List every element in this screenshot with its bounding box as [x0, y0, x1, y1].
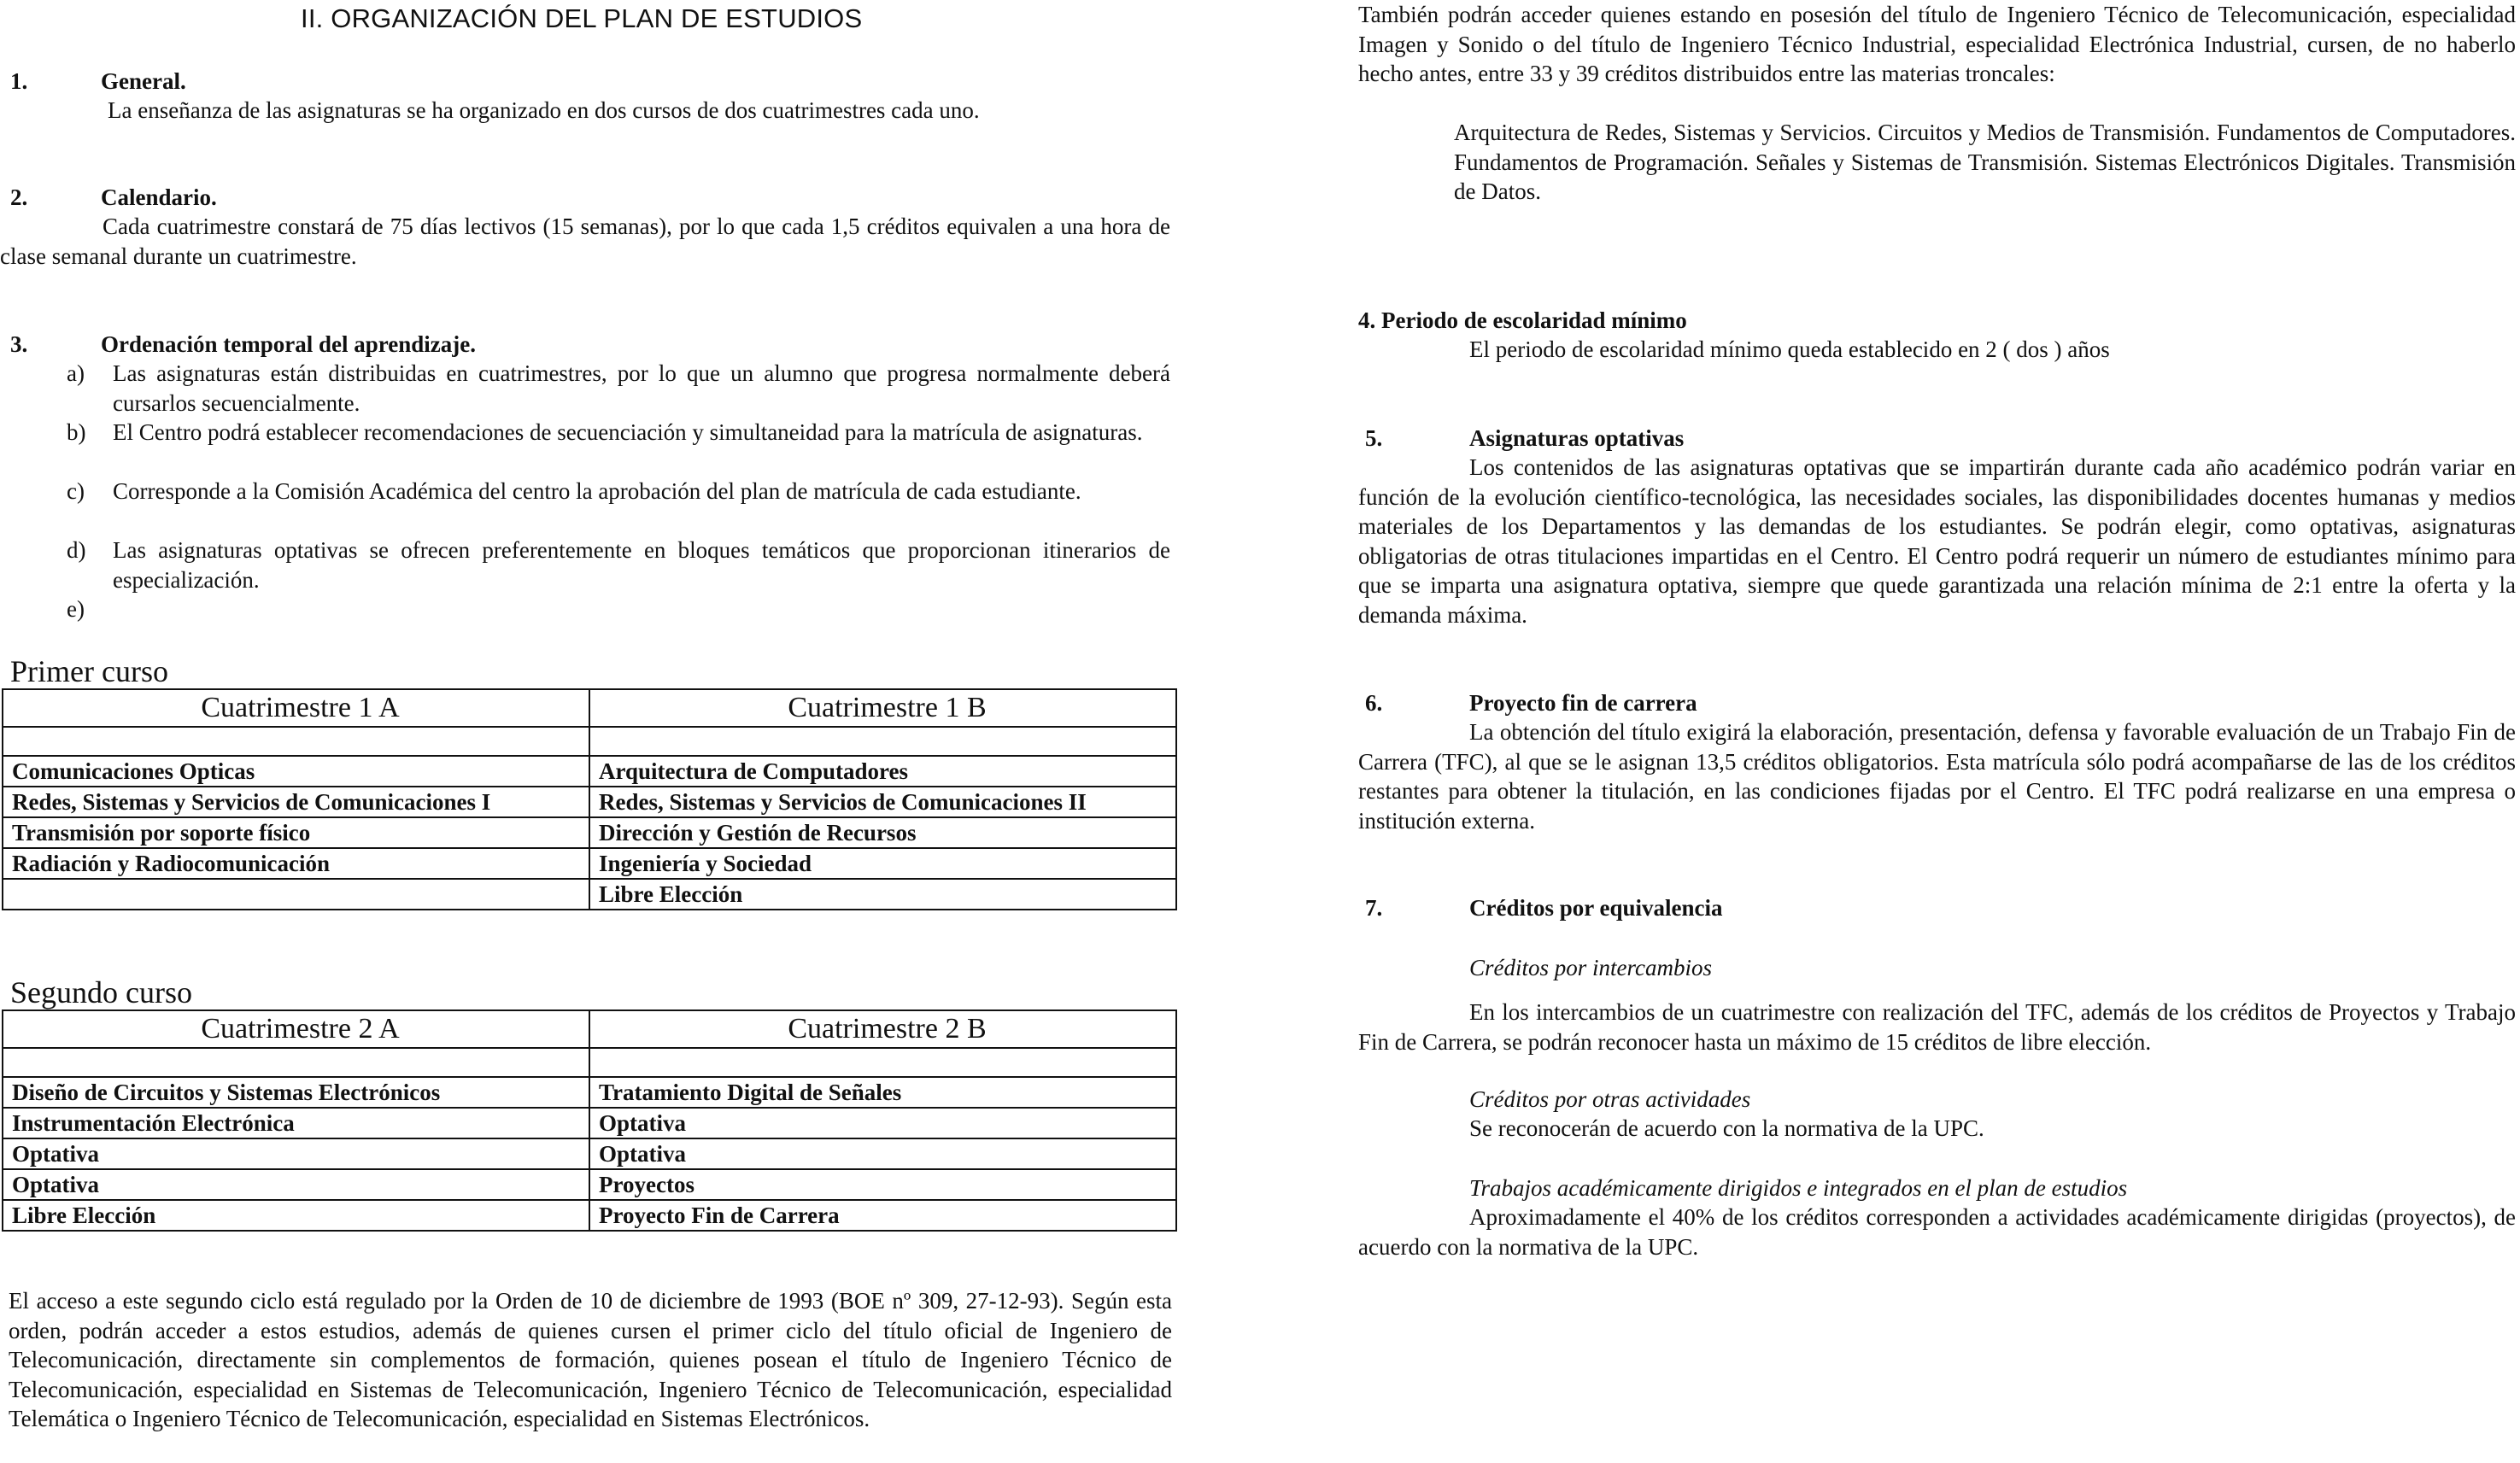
segundo-curso-label: Segundo curso [10, 975, 192, 1009]
table-cell: Radiación y Radiocomunicación [3, 848, 589, 879]
section-heading: Ordenación temporal del aprendizaje. [101, 331, 476, 357]
segundo-curso-table [2, 1009, 1177, 1232]
table-row [3, 848, 1176, 879]
table-cell: Transmisión por soporte físico [3, 817, 589, 848]
table-row [3, 787, 1176, 817]
table-cell: Dirección y Gestión de Recursos [589, 817, 1176, 848]
table-cell: Arquitectura de Computadores [589, 756, 1176, 787]
table-cell: Diseño de Circuitos y Sistemas Electrónicos [3, 1077, 589, 1108]
section-text: Cada cuatrimestre constará de 75 días lectivos (15 semanas), por lo que cada 1,5 créditos equivalen a una hora de clase semanal durante un cuatrimestre. [0, 214, 1170, 269]
trabajos-title: Trabajos académicamente dirigidos e integrados en el plan de estudios [1469, 1175, 2128, 1201]
trabajos-text: Aproximadamente el 40% de los créditos corresponden a actividades académicamente dirigidas (proyectos), de acuerdo con la normativa de la UPC. [1358, 1204, 2516, 1260]
table-cell: Optativa [589, 1108, 1176, 1138]
section-number: 3. [10, 331, 28, 357]
otras-title: Créditos por otras actividades [1469, 1086, 1751, 1112]
intercambios-text: En los intercambios de un cuatrimestre con realización del TFC, además de los créditos de Proyectos y Trabajo Fin de Carrera, se podrán reconocer hasta un máximo de 15 créditos de libre elección. [1358, 999, 2516, 1055]
table-cell: Libre Elección [589, 879, 1176, 910]
optativas-heading: Asignaturas optativas [1469, 425, 1685, 451]
list-item-text: Las asignaturas están distribuidas en cuatrimestres, por lo que un alumno que progresa normalmente deberá cursarlos secuencialmente. [113, 360, 1170, 416]
column-header: Cuatrimestre 2 B [589, 1010, 1176, 1048]
proyecto-text: La obtención del título exigirá la elaboración, presentación, defensa y favorable evaluación de un Trabajo Fin de Carrera (TFC), al que se le asignan 13,5 créditos obligatorios. Esta matrícula sólo podrá acompañarse de las de los créditos restantes para obtener la titulación, en las condiciones fijadas por el Centro. El TFC podrá realizarse en una empresa o institución externa. [1358, 719, 2516, 834]
table-cell: Optativa [3, 1169, 589, 1200]
list-item-letter: b) [67, 419, 86, 445]
list-item-letter: e) [67, 596, 85, 622]
table-row [3, 1138, 1176, 1169]
table-row [3, 817, 1176, 848]
table-row [3, 879, 1176, 910]
creditos-heading: Créditos por equivalencia [1469, 895, 1723, 921]
intercambios-title: Créditos por intercambios [1469, 955, 1713, 980]
table-row [3, 1108, 1176, 1138]
table-cell: Comunicaciones Opticas [3, 756, 589, 787]
primer-curso-label: Primer curso [10, 654, 168, 688]
list-item-letter: a) [67, 360, 85, 386]
tambien-paragraph: También podrán acceder quienes estando en posesión del título de Ingeniero Técnico de Telecomunicación, especialidad Imagen y Sonido o del título de Ingeniero Técnico Industrial, especialidad Electrónica Industrial, cursen, de no haberlo hecho antes, entre 33 y 39 créditos distribuidos entre las materias troncales: [1358, 2, 2516, 86]
table-cell: Optativa [3, 1138, 589, 1169]
table-row [3, 1200, 1176, 1231]
table-spacer-row [3, 727, 1176, 756]
table-row [3, 1169, 1176, 1200]
troncales-paragraph: Arquitectura de Redes, Sistemas y Servicios. Circuitos y Medios de Transmisión. Fundamentos de Computadores. Fundamentos de Programación. Señales y Sistemas de Transmisión. Sistemas Electrónicos Digitales. Transmisión de Datos. [1454, 120, 2516, 204]
section-heading: Calendario. [101, 184, 217, 210]
acceso-paragraph: El acceso a este segundo ciclo está regulado por la Orden de 10 de diciembre de 1993 (BOE nº 309, 27-12-93). Según esta orden, podrán acceder a estos estudios, además de quienes cursen el primer ciclo del título oficial de Ingeniero de Telecomunicación, directamente sin complementos de formación, quienes posean el título de Ingeniero Técnico de Telecomunicación, especialidad en Sistemas de Telecomunicación, Ingeniero Técnico de Telecomunicación, especialidad Telemática o Ingeniero Técnico de Telecomunicación, especialidad en Sistemas Electrónicos. [9, 1288, 1172, 1431]
section-number: 5. [1365, 425, 1383, 451]
column-header: Cuatrimestre 1 B [589, 689, 1176, 727]
table-cell: Redes, Sistemas y Servicios de Comunicaciones II [589, 787, 1176, 817]
list-item-letter: d) [67, 537, 86, 563]
table-cell: Libre Elección [3, 1200, 589, 1231]
periodo-heading: 4. Periodo de escolaridad mínimo [1358, 307, 1687, 333]
table-cell: Redes, Sistemas y Servicios de Comunicaciones I [3, 787, 589, 817]
table-row [3, 1077, 1176, 1108]
list-item-text: Las asignaturas optativas se ofrecen preferentemente en bloques temáticos que proporcionan itinerarios de especialización. [113, 537, 1170, 593]
optativas-text: Los contenidos de las asignaturas optativas que se impartirán durante cada año académico podrán variar en función de la evolución científico-tecnológica, las necesidades sociales, las disponibilidades docentes humanas y medios materiales de los Departamentos y las demandas de los estudiantes. Se podrán elegir, como optativas, asignaturas obligatorias de otras titulaciones impartidas en el Centro. El Centro podrá requerir un número de estudiantes mínimo para que se imparta una asignatura optativa, siempre que quede garantizada una relación mínima de 2:1 entre la oferta y la demanda máxima. [1358, 454, 2516, 628]
list-item-text: Corresponde a la Comisión Académica del centro la aprobación del plan de matrícula de cada estudiante. [113, 478, 1081, 504]
table-cell [3, 879, 589, 910]
column-header: Cuatrimestre 1 A [3, 689, 589, 727]
section-heading: General. [101, 68, 186, 94]
list-item-letter: c) [67, 478, 85, 504]
section-number: 2. [10, 184, 28, 210]
table-row [3, 756, 1176, 787]
list-item-text: El Centro podrá establecer recomendaciones de secuenciación y simultaneidad para la matrícula de asignaturas. [113, 419, 1143, 445]
section-number: 6. [1365, 690, 1383, 716]
section-text: La enseñanza de las asignaturas se ha organizado en dos cursos de dos cuatrimestres cada uno. [108, 97, 980, 123]
page-title: II. ORGANIZACIÓN DEL PLAN DE ESTUDIOS [301, 3, 863, 33]
table-cell: Tratamiento Digital de Señales [589, 1077, 1176, 1108]
table-cell: Proyecto Fin de Carrera [589, 1200, 1176, 1231]
table-cell: Optativa [589, 1138, 1176, 1169]
column-header: Cuatrimestre 2 A [3, 1010, 589, 1048]
table-header-row [3, 1010, 1176, 1048]
primer-curso-table [2, 688, 1177, 910]
section-number: 7. [1365, 895, 1383, 921]
table-cell: Instrumentación Electrónica [3, 1108, 589, 1138]
table-cell: Ingeniería y Sociedad [589, 848, 1176, 879]
periodo-text: El periodo de escolaridad mínimo queda establecido en 2 ( dos ) años [1469, 336, 2110, 362]
table-spacer-row [3, 1048, 1176, 1077]
table-header-row [3, 689, 1176, 727]
table-cell: Proyectos [589, 1169, 1176, 1200]
section-number: 1. [10, 68, 28, 94]
proyecto-heading: Proyecto fin de carrera [1469, 690, 1697, 716]
otras-text: Se reconocerán de acuerdo con la normativa de la UPC. [1469, 1115, 1984, 1141]
